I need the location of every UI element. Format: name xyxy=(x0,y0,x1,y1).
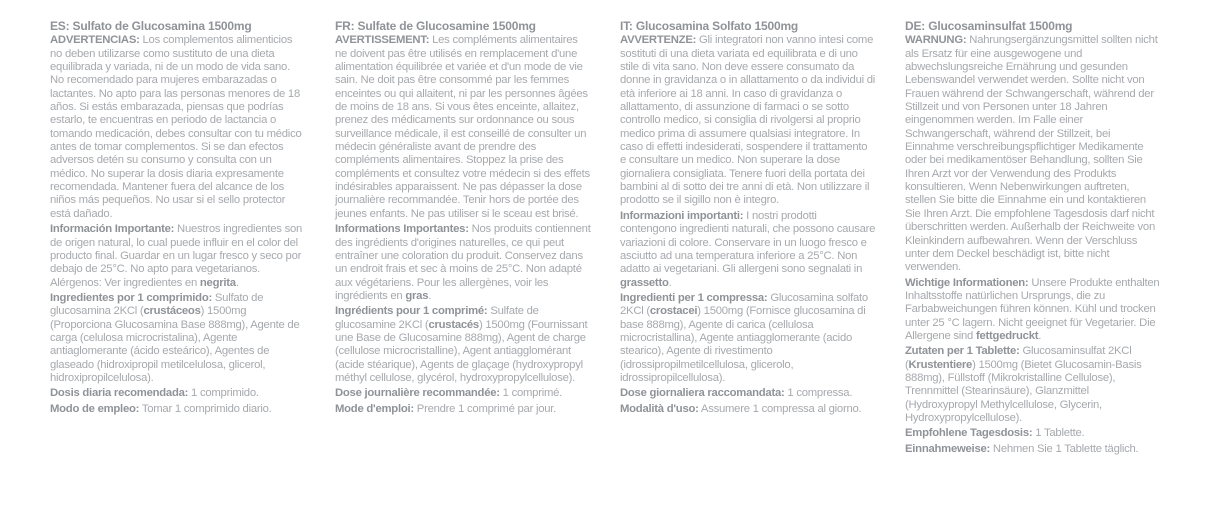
info-label: Información Importante: xyxy=(50,223,175,236)
ingredients-text-2: ) 1500mg (Proporciona Glucosamina Base 888mg), Agente de carga (celulosa microcristalina), Agente antiaglomerante (ácido esteárico), Agentes de glaseado (hidroxipropil metilcelulosa, glicerol, hidroxipropilcelulosa). xyxy=(50,305,300,384)
info-text: Nos produits contiennent des ingrédients d'origines naturelles, ce qui peut entraîner une coloration du produit. Conservez dans un endroit frais et sec à moins de 25°C. Non adapté aux végétariens. Pour les allergènes, voir les ingrédients en xyxy=(335,223,591,302)
warning-paragraph xyxy=(335,34,591,221)
ingredients-text-1: Glucosamina solfato 2KCl ( xyxy=(620,291,868,318)
column-title: DE: Glucosaminsulfat 1500mg xyxy=(905,19,1073,33)
usage-label: Einnahmeweise: xyxy=(905,442,991,455)
allergen-bold: crustáceos xyxy=(143,305,201,318)
allergen-bold: crustacés xyxy=(428,318,479,331)
allergen-bold: crostacei xyxy=(649,305,698,318)
ingredients-text-2: ) 1500mg (Fornisce glucosamina di base 888mg), Agente di carica (cellulosa microcristallina), Agente antiagglomerante (acido stearico), Agente di rivestimento (idrossipropilmetilcellulosa, glicerolo, idrossipropilcellulosa). xyxy=(620,305,866,384)
ingredients-label: Ingredienti per 1 compressa: xyxy=(620,291,768,304)
ingredients-text-2: ) 1500mg (Bietet Glucosamin-Basis 888mg), Füllstoff (Mikrokristalline Cellulose), Trennmittel (Stearinsäure), Glanzmittel (Hydroxypropyl Methylcellulose, Glycerin, Hydroxypropylcellulose). xyxy=(905,358,1142,424)
dose-text: 1 comprimé. xyxy=(499,387,563,400)
info-bold: fettgedruckt xyxy=(975,329,1039,342)
usage-label: Mode d'emploi: xyxy=(335,402,414,415)
info-text: Unsere Produkte enthalten Inhaltsstoffe natürlichen Ursprungs, die zu Farbabweichungen führen können. Kühl und trocken unter 25 °C lagern. Nicht geeignet für Vegetarier. Die Allergene sind xyxy=(905,276,1160,342)
column-fr xyxy=(335,20,591,512)
ingredients-paragraph xyxy=(335,305,591,385)
dose-label: Empfohlene Tagesdosis: xyxy=(905,427,1033,440)
dose-paragraph xyxy=(620,387,876,400)
column-it xyxy=(620,20,876,512)
ingredients-label: Zutaten per 1 Tablette: xyxy=(905,345,1020,358)
info-end: . xyxy=(1038,329,1042,342)
ingredients-text-1: Sulfate de glucosamine 2KCl ( xyxy=(335,305,539,331)
ingredients-paragraph xyxy=(620,292,876,385)
usage-paragraph xyxy=(335,403,591,416)
warning-label: ADVERTENCIAS: xyxy=(50,34,140,47)
warning-text: Los complementos alimenticios no deben utilizarse como sustituto de una dieta equilibrada y variada, ni de un modo de vida sano. No recomendado para mujeres embarazadas o lactantes. No apto para las personas menores de 18 años. Si estás embarazada, piensas que podrías estarlo, te encuentras en periodo de lactancia o tomando medicación, debes consultar con tu médico antes de tomar complementos. Si se dan efectos adversos detén su consumo y consulta con un médico. No superar la dosis diaria expresamente recomendada. Mantener fuera del alcance de los niños más pequeños. No usar si el sello protector está dañado. xyxy=(50,34,302,220)
column-title: FR: Sulfate de Glucosamine 1500mg xyxy=(335,19,536,33)
ingredients-label: Ingredientes por 1 comprimido: xyxy=(50,291,212,304)
info-paragraph xyxy=(50,223,306,290)
usage-text: Assumere 1 compressa al giorno. xyxy=(698,402,862,415)
info-end: . xyxy=(235,276,239,289)
info-text: Nuestros ingredientes son de origen natural, lo cual puede influir en el color del producto final. Guardar en un lugar fresco y seco por debajo de 25°C. No apto para vegetarianos. Alérgenos: Ver ingredientes en xyxy=(50,223,303,289)
dose-label: Dose giornaliera raccomandata: xyxy=(620,387,785,400)
ingredients-paragraph xyxy=(50,292,306,385)
usage-label: Modo de empleo: xyxy=(50,402,140,415)
ingredients-text-2: ) 1500mg (Fournissant une Base de Glucosamine 888mg), Agent de charge (cellulose microcristalline), Agent antiagglomérant (acide stéarique), Agents de glaçage (hydroxypropyl méthyl cellulose, glycérol, hydroxypropylcellulose). xyxy=(335,318,588,384)
info-end: . xyxy=(668,276,672,289)
ingredients-text-1: Sulfato de glucosamina 2KCl ( xyxy=(50,291,264,318)
column-de xyxy=(905,20,1161,512)
ingredients-text-1: Glucosaminsulfat 2KCl ( xyxy=(905,345,1132,371)
info-bold: negrita xyxy=(199,276,236,289)
warning-text: Les compléments alimentaires ne doivent pas être utilisés en remplacement d'une alimentation équilibrée et variée et d'un mode de vie sain. Ne doit pas être consommé par les femmes enceintes ou qui allaitent, ni par les personnes âgées de moins de 18 ans. Si vous êtes enceinte, allaitez, prenez des médicaments sur ordonnance ou sous surveillance médicale, il est conseillé de consulter un médecin généraliste avant de prendre des compléments alimentaires. Stoppez la prise des compléments et consultez votre médecin si des effets indésirables apparaissent. Ne pas dépasser la dose journalière recommandée. Tenir hors de portée des jeunes enfants. Ne pas utiliser si le sceau est brisé. xyxy=(335,34,590,220)
ingredients-label: Ingrédients pour 1 comprimé: xyxy=(335,305,488,318)
usage-paragraph xyxy=(905,443,1161,456)
column-title: IT: Glucosamina Solfato 1500mg xyxy=(620,19,799,33)
info-paragraph xyxy=(905,277,1161,344)
info-label: Informations Importantes: xyxy=(335,223,469,236)
info-label: Wichtige Informationen: xyxy=(905,276,1029,289)
usage-paragraph xyxy=(620,403,876,416)
info-label: Informazioni importanti: xyxy=(620,209,744,222)
dose-label: Dose journalière recommandée: xyxy=(335,387,500,400)
ingredients-paragraph xyxy=(905,345,1161,425)
dose-label: Dosis diaria recomendada: xyxy=(50,387,189,400)
usage-label: Modalità d'uso: xyxy=(620,402,699,415)
info-end: . xyxy=(428,289,432,302)
warning-paragraph xyxy=(620,34,876,207)
warning-label: WARNUNG: xyxy=(905,34,967,47)
warning-paragraph xyxy=(50,34,306,221)
usage-paragraph xyxy=(50,403,306,416)
dose-paragraph xyxy=(50,387,306,400)
dose-paragraph xyxy=(335,387,591,400)
info-text: I nostri prodotti contengono ingredienti naturali, che possono causare variazioni di colore. Conservare in un luogo fresco e asciutto ad una temperatura inferiore a 25°C. Non adatto ai vegetariani. Gli allergeni sono segnalati in xyxy=(620,209,876,276)
usage-text: Prendre 1 comprimé par jour. xyxy=(413,402,557,415)
warning-text: Nahrungsergänzungsmittel sollten nicht als Ersatz für eine ausgewogene und abwechslungsreiche Ernährung und gesunden Lebenswandel verwendet werden. Sollte nicht von Frauen während der Schwangerschaft, während der Stillzeit und von Personen unter 18 Jahren eingenommen werden. Im Falle einer Schwangerschaft, während der Stillzeit, bei Einnahme verschreibungspflichtiger Medikamente oder bei medikamentöser Behandlung, sollten Sie Ihren Arzt vor der Verwendung des Produkts konsultieren. Wenn Nebenwirkungen auftreten, stellen Sie bitte die Einnahme ein und kontaktieren Sie Ihren Arzt. Die empfohlene Tagesdosis darf nicht überschritten werden. Außerhalb der Reichweite von Kleinkindern aufbewahren. Wenn der Verschluss unter dem Deckel beschädigt ist, bitte nicht verwenden. xyxy=(905,34,1158,274)
info-paragraph xyxy=(335,223,591,303)
column-title: ES: Sulfato de Glucosamina 1500mg xyxy=(50,19,252,33)
info-bold: grassetto xyxy=(620,276,669,289)
info-bold: gras xyxy=(405,289,429,302)
dose-text: 1 Tablette. xyxy=(1032,427,1085,440)
warning-label: AVVERTENZE: xyxy=(620,34,697,47)
dose-paragraph xyxy=(905,427,1161,440)
info-paragraph xyxy=(620,210,876,290)
dose-text: 1 comprimido. xyxy=(188,387,259,400)
warning-label: AVERTISSEMENT: xyxy=(335,34,430,47)
usage-text: Nehmen Sie 1 Tablette täglich. xyxy=(990,442,1139,455)
allergen-bold: Krustentiere xyxy=(908,358,973,371)
warning-text: Gli integratori non vanno intesi come sostituti di una dieta variata ed equilibrata e di uno stile di vita sano. Non deve essere consumato da donne in gravidanza o in allattamento o da individui di età inferiore ai 18 anni. In caso di gravidanza o allattamento, di assunzione di farmaci o se sotto controllo medico, si consiglia di rivolgersi al proprio medico prima di assumere qualsiasi integratore. In caso di effetti indesiderati, sospendere il trattamento e consultare un medico. Non superare la dose giornaliera consigliata. Tenere fuori della portata dei bambini al di sotto dei tre anni di età. Non utilizzare il prodotto se il sigillo non è integro. xyxy=(620,34,876,207)
usage-text: Tomar 1 comprimido diario. xyxy=(139,402,272,415)
warning-paragraph xyxy=(905,34,1161,274)
dose-text: 1 compressa. xyxy=(784,387,853,400)
column-es xyxy=(50,20,306,512)
